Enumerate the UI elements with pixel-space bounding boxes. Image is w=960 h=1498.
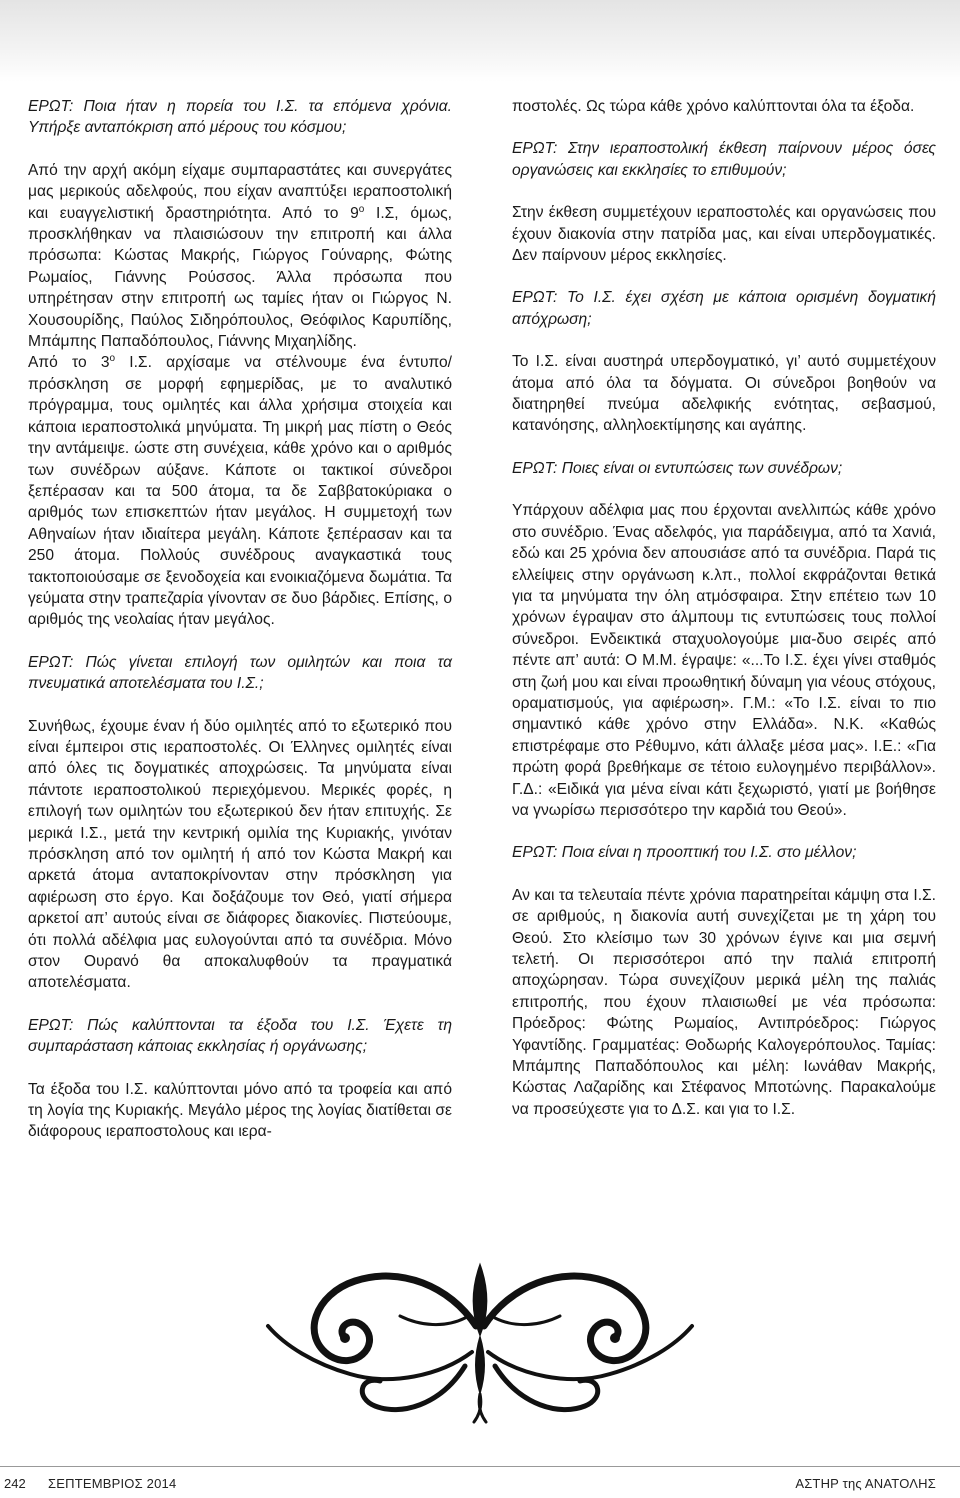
issue-date: ΣΕΠΤΕΜΒΡΙΟΣ 2014 — [48, 1476, 177, 1491]
page-number: 242 — [4, 1476, 26, 1491]
question-denomination: ΕΡΩΤ: Το Ι.Σ. έχει σχέση με κάποια ορισμένη δογματική απόχρωση; — [512, 289, 936, 328]
page-footer — [0, 1466, 960, 1498]
question-expenses: ΕΡΩΤ: Πώς καλύπτονται τα έξοδα του Ι.Σ. Έχετε τη συμπαράσταση κάποιας εκκλησίας ή οργάνωσης; — [28, 1016, 452, 1056]
question-future: ΕΡΩΤ: Ποια είναι η προοπτική του Ι.Σ. στο μέλλον; — [512, 844, 857, 862]
answer-paragraph: Στην έκθεση συμμετέχουν ιεραποστολές και οργανώσεις που έχουν διακονία στην πατρίδα μας, και είναι υπερδογματικές. Δεν παίρνουν μέρος εκκλησίες. — [512, 204, 936, 265]
answer-text: Από το 3 — [28, 354, 110, 372]
answer-text: Ι.Σ. αρχίσαμε να στέλνουμε ένα έντυπο/πρόσκληση σε μορφή εφημερίδας, με το αναλυτικό πρόγραμμα, τους ομιλητές και άλλα χρήσιμα στοιχεία και κάποια ιεραποστολικά μηνύματα. Τη μικρή μας πίστη ο Θεός την αντάμειψε. ώστε στη συνέχεια, κάθε χρόνο και ο αριθμός των συνέδρων αύξανε. Κάποτε οι τακτικοί σύνεδροι ξεπέρασαν και τα 500 άτομα, τα δε Σαββατοκύριακα ο αριθμός των επισκεπτών ήταν μεγάλος. Η συμμετοχή των Αθηναίων ήταν ιδιαίτερα μεγάλη. Κάποτε ξεπέρασαν και τα 250 άτομα. Πολλούς συνέδρους αναγκαστικά τους τακτοποιούσαμε σε ξενοδοχεία και ενοικιαζόμενα δωμάτια. Τα γεύματα στην τραπεζαρία γίνονταν σε δυο βάρδιες. Επίσης, ο αριθμός της νεολαίας ήταν μεγάλος. — [28, 354, 453, 629]
left-column — [28, 96, 452, 1143]
question-speakers: ΕΡΩΤ: Πώς γίνεται επιλογή των ομιλητών και ποια τα πνευματικά αποτελέσματα του Ι.Σ.; — [28, 653, 452, 693]
answer-text: Από την αρχή ακόμη είχαμε συμπαραστάτες και συνεργάτες μας μερικούς αδελφούς, που είχαν αναπτύξει ιεραποστολική και ευαγγελιστική δραστηριότητα. Από το 9 — [28, 161, 452, 222]
answer-text: Ι.Σ, όμως, προσκλήθηκαν να πλαισιώσουν την επιτροπή και άλλα πρόσωπα: Κώστας Μακρής, Γιώργος Γούναρης, Φώτης Ρωμαίος, Γιάννης Ρούσσος. Άλλα πρόσωπα που υπηρέτησαν στην επιτροπή ως ταμίες ήταν οι Γιώργος Ν. Χουσουρίδης, Παύλος Σιδηρόπουλος, Θεόφιλος Καρυπίδης, Μπάμπης Παπαδόπουλος, Γιάννης Μιχαηλίδης. — [28, 204, 453, 351]
answer-paragraph: ποστολές. Ως τώρα κάθε χρόνο καλύπτονται όλα τα έξοδα. — [512, 98, 915, 115]
question-exhibition: ΕΡΩΤ: Στην ιεραποστολική έκθεση παίρνουν μέρος όσες οργανώσεις και εκκλησίες το επιθυμούν; — [512, 140, 936, 179]
question-progress: ΕΡΩΤ: Ποια ήταν η πορεία του Ι.Σ. τα επόμενα χρόνια. Υπήρξε ανταπόκριση από μέρους του κόσμου; — [28, 98, 452, 137]
ordinal-superscript: ο — [358, 203, 365, 215]
answer-paragraph — [28, 160, 452, 353]
answer-paragraph — [28, 352, 452, 630]
question-impressions: ΕΡΩΤ: Ποιες είναι οι εντυπώσεις των συνέδρων; — [512, 459, 843, 477]
answer-paragraph: Το Ι.Σ. είναι αυστηρά υπερδογματικό, γι’ αυτό συμμετέχουν άτομα από όλα τα δόγματα. Οι σύνεδροι βοηθούν να διατηρηθεί πνεύμα αδελφικής ενότητας, σεβασμού, κατανόησης, αλληλοεκτίμησης και αγάπης. — [512, 353, 936, 435]
answer-paragraph: Αν και τα τελευταία πέντε χρόνια παρατηρείται κάμψη στα Ι.Σ. σε αριθμούς, η διακονία αυτή συνεχίζεται με τη χάρη του Θεού. Στο κλείσιμο των 30 χρόνων έγινε και μια σεμνή τελετή. Οι περισσότεροι από την παλιά επιτροπή αποχώρησαν. Τώρα συνεχίζουν μερικά μέλη της παλιάς επιτροπής, που έχουν πλαισιωθεί με νέα πρόσωπα: Πρόεδρος: Φώτης Ρωμαίος, Αντιπρόεδρος: Γιώργος Υφαντίδης. Γραμματέας: Θοδωρής Καλογερόπουλος. Ταμίας: Μπάμπης Παπαδόπουλος και μέλη: Ιωνάθαν Μακρής, Κώστας Λαζαρίδης και Στέφανος Μποτώνης. Παρακαλούμε να προσεύχεστε για το Δ.Σ. και για το Ι.Σ. — [512, 886, 936, 1118]
ordinal-superscript: ο — [109, 353, 116, 365]
magazine-title: ΑΣΤΗΡ της ΑΝΑΤΟΛΗΣ — [795, 1476, 936, 1491]
flourish-ornament-icon — [260, 1256, 700, 1426]
page-top-band — [0, 0, 960, 82]
answer-paragraph: Τα έξοδα του Ι.Σ. καλύπτονται μόνο από τα τροφεία και από τη λογία της Κυριακής. Μεγάλο μέρος της λογίας διατίθεται σε διάφορους ιεραποστολους και ιερα- — [28, 1080, 452, 1141]
answer-paragraph: Υπάρχουν αδέλφια μας που έρχονται ανελλιπώς κάθε χρόνο στο συνέδριο. Ένας αδελφός, για παράδειγμα, από τα Χανιά, εδώ και 25 χρόνια δεν απουσιάσε από τα συνέδρια. Παρά τις ελλείψεις στην οργάνωση κ.λπ., πολλοί εκφράζονται θετικά για τα μηνύματα την όλη ατμόσφαιρα. Στην επέτειο των 10 χρόνων έγραψαν στο άλμπουμ τις εντυπώσεις τους πολλοί σύνεδροι. Ενδεικτικά σταχυολογούμε μια-δυο σειρές από πέντε απ’ αυτά: Ο Μ.Μ. έγραψε: «...Το Ι.Σ. έχει γίνει σταθμός στη ζωή μου και είναι προωθητική δύναμη για νέους στόχους, οραματισμούς, για αφιέρωση». Γ.Μ.: «Το Ι.Σ. είναι το πιο σημαντικό κάθε χρόνο στην Ελλάδα». Ν.Κ. «Καθώς επιστρέφαμε στο Ρέθυμνο, κάτι άλλαξε μέσα μας». Ι.Ε.: «Για πρώτη φορά βρεθήκαμε σε τέτοιο ευλογημένο περιβάλλον». Γ.Δ.: «Ειδικά για μένα είναι κάτι ξεχωριστό, γιατί με βοήθησε να γνωρίσω περισσότερο την καρδιά του Θεού». — [512, 502, 936, 819]
right-column — [512, 96, 936, 1120]
answer-paragraph: Συνήθως, έχουμε έναν ή δύο ομιλητές από το εξωτερικό που είναι έμπειροι στις ιεραποστολές. Οι Έλληνες ομιλητές είναι από όλες τις δογματικές αποχρώσεις. Τα μηνύματα είναι πάντοτε ιεραποστολικού περιεχόμενου. Μερικές φορές, η επιλογή των ομιλητών του εξωτερικού δεν ήταν επιτυχής. Σε μερικά Ι.Σ., μετά την κεντρική ομιλία της Κυριακής, γινόταν πρόσκληση από τον ομιλητή ή από τον Κώστα Μακρή και αρκετά άτομα ανταποκρίνονταν στην πρόσκληση για αφιέρωση στο έργο. Και δοξάζουμε τον Θεό, γιατί σήμερα αρκετοί απ’ αυτούς είναι σε διάφορες διακονίες. Πιστεύουμε, ότι πολλά αδέλφια μας ευλογούνται από τα συνέδρια. Μόνο στον Ουρανό θα αποκαλυφθούν τα πραγματικά αποτελέσματα. — [28, 717, 452, 992]
